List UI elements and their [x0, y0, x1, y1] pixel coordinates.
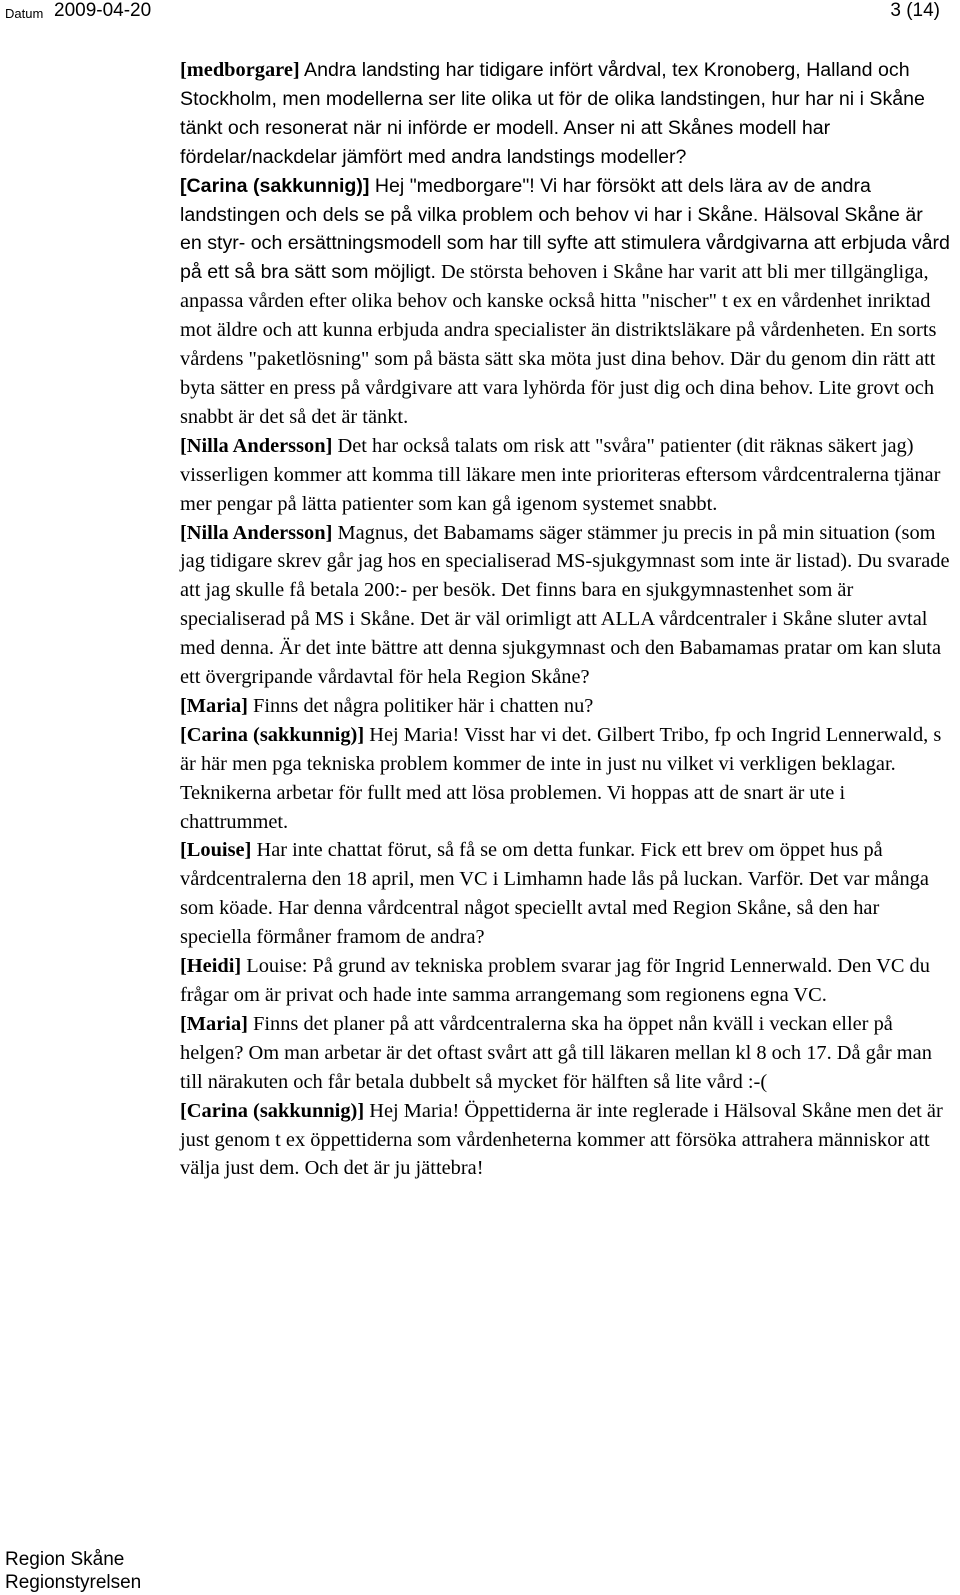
- page-header: [0, 0, 960, 24]
- speaker-name: [Heidi]: [180, 955, 242, 978]
- message-text: Hej Maria! Visst har vi det. Gilbert Tribo, fp och Ingrid Lennerwald, s är här men pga tekniska problem kommer de inte in just nu vilket vi verkligen beklagar. Teknikerna arbetar för fullt med att lösa problemen. Vi hoppas att de snart är ute i chattrummet.: [180, 723, 942, 833]
- chat-transcript: [180, 56, 950, 1183]
- speaker-name: [Carina (sakkunnig)]: [180, 1099, 365, 1122]
- chat-message: [180, 1097, 950, 1184]
- chat-message: [180, 836, 950, 952]
- message-text-continued: De största behoven i Skåne har varit att bli mer tillgängliga, anpassa vården efter olika behov och kanske också hitta "nischer" t ex en vårdenhet inriktad mot äldre och att kunna erbjuda andra specialister än distriktsläkare på vårdenheten. En sorts vårdens "paketlösning" som på bästa sätt ska möta just dina behov. Där du genom din rätt att byta sätter en press på vårdgivare att vara lyhörda för just dig och dina behov. Lite grovt och snabbt är det så det är tänkt.: [180, 261, 937, 428]
- message-text: Louise: På grund av tekniska problem svarar jag för Ingrid Lennerwald. Den VC du frågar om är privat och hade inte samma arrangemang som regionens egna VC.: [180, 955, 930, 1006]
- message-text: Finns det några politiker här i chatten nu?: [247, 694, 594, 717]
- speaker-name: [Maria]: [180, 1012, 248, 1035]
- date-value: 2009-04-20: [54, 0, 152, 21]
- organization-name: Region Skåne: [5, 1549, 125, 1570]
- chat-message: [180, 952, 950, 1010]
- message-text: Magnus, det Babamams säger stämmer ju precis in på min situation (som jag tidigare skrev går jag hos en specialiserad MS-sjukgymnast som inte är listad). Du svarade att jag skulle få betala 200:- per besök. Det finns bara en sjukgymnastenhet som är specialiserad på MS i Skåne. Det är väl orimligt att ALLA vårdcentraler i Skåne sluter avtal med denna. Är det inte bättre att denna sjukgymnast och den Babamamas pratar om kan sluta ett övergripande vårdavtal för hela Region Skåne?: [180, 521, 950, 689]
- department-name: Regionstyrelsen: [5, 1572, 142, 1593]
- chat-message: [180, 432, 950, 519]
- speaker-name: [Nilla Andersson]: [180, 521, 333, 544]
- chat-message: [180, 56, 950, 172]
- chat-message: [180, 1010, 950, 1097]
- chat-message: [180, 172, 950, 432]
- page-footer: [5, 1548, 141, 1594]
- message-text: Har inte chattat förut, så få se om detta funkar. Fick ett brev om öppet hus på vårdcentralerna den 18 april, men VC i Limhamn hade lås på luckan. Varför. Det var många som köade. Har denna vårdcentral något speciellt avtal med Region Skåne, så den har speciella förmåner framom de andra?: [180, 839, 929, 949]
- speaker-name: [Carina (sakkunnig)]: [180, 174, 370, 197]
- message-text: Hej "medborgare"! Vi har försökt att dels lära av de andra landstingen och dels se på vilka problem och behov vi har i Skåne. Hälsoval Skåne är en styr- och ersättningsmodell som har till syfte att stimulera vårdgivarna att erbjuda vård på ett så bra sätt som möjligt.: [180, 174, 950, 284]
- chat-message: [180, 721, 950, 837]
- page-number: 3 (14): [890, 0, 940, 21]
- message-text: Finns det planer på att vårdcentralerna ska ha öppet nån kväll i veckan eller på helgen? Om man arbetar är det oftast svårt att gå till läkaren mellan kl 8 och 17. Då går man till närakuten och får betala dubbelt så mycket för hälften så lite vård :-(: [180, 1012, 932, 1093]
- speaker-name: [medborgare]: [180, 59, 300, 81]
- message-text: Det har också talats om risk att "svåra" patienter (dit räknas säkert jag) visserligen kommer att komma till läkare men inte prioriteras eftersom vårdcentralerna tjänar mer pengar på lätta patienter som kan gå igenom systemet snabbt.: [180, 434, 941, 515]
- message-text: Hej Maria! Öppettiderna är inte reglerade i Hälsoval Skåne men det är just genom t ex öppettiderna som vårdenheterna kommer att försöka attrahera människor att välja just dem. Och det är ju jättebra!: [180, 1099, 943, 1180]
- chat-message: [180, 692, 950, 721]
- chat-message: [180, 519, 950, 692]
- speaker-name: [Maria]: [180, 694, 248, 717]
- date-label: Datum: [5, 6, 44, 21]
- speaker-name: [Louise]: [180, 839, 252, 862]
- speaker-name: [Nilla Andersson]: [180, 434, 333, 457]
- speaker-name: [Carina (sakkunnig)]: [180, 723, 365, 746]
- message-text: Andra landsting har tidigare infört vårdval, tex Kronoberg, Halland och Stockholm, men modellerna ser lite olika ut för de olika landstingen, hur har ni i Skåne tänkt och resonerat när ni införde er modell. Anser ni att Skånes modell har fördelar/nackdelar jämfört med andra landstings modeller?: [180, 59, 925, 168]
